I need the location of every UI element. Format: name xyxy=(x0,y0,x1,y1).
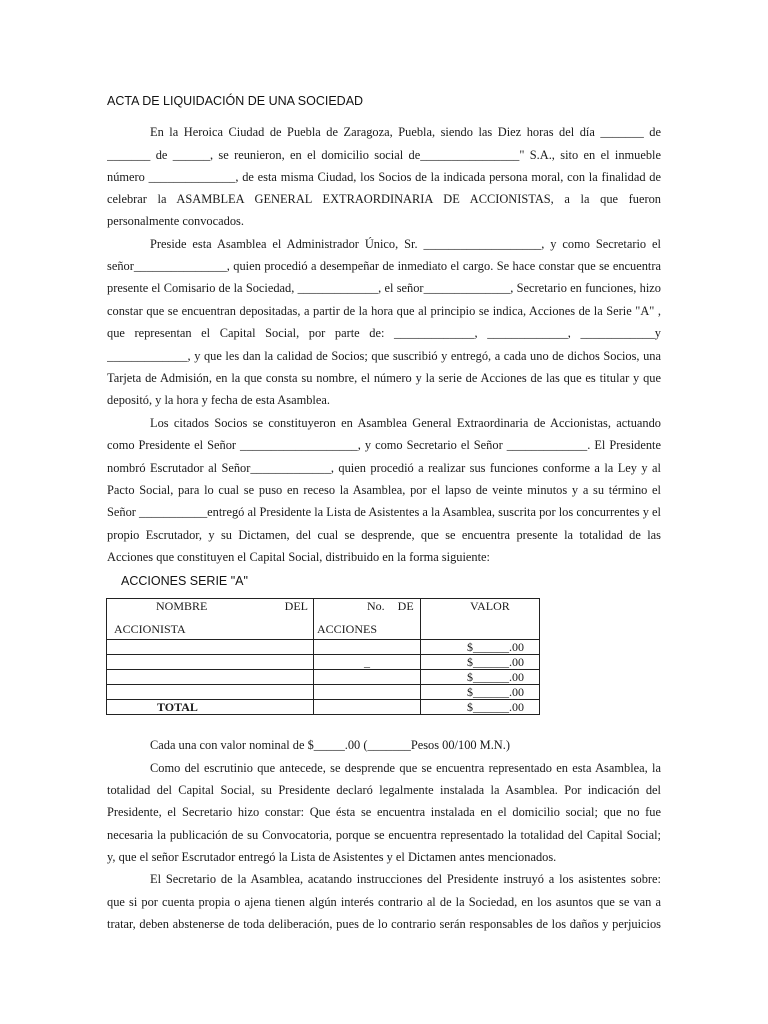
shares-table xyxy=(106,598,540,715)
paragraph-line: personalmente convocados. xyxy=(107,214,244,228)
table-total-row xyxy=(107,700,540,715)
header-text: DE xyxy=(397,599,414,613)
table-row xyxy=(107,640,540,655)
header-text: No. xyxy=(367,599,385,613)
paragraph-line: _____________, y que les dan la calidad de Socios; que suscribió y entregó, a cada uno de dichos Socios, una xyxy=(107,349,661,363)
header-text: DEL xyxy=(284,599,308,613)
paragraph-line: señor_______________, quien procedió a desempeñar de inmediato el cargo. Se hace constar que se encuentra xyxy=(107,259,661,273)
paragraph-line: depositó, y la hora y fecha de esta Asamblea. xyxy=(107,393,330,407)
header-text: NOMBRE xyxy=(156,599,208,613)
paragraph-line: y, que el señor Escrutador entregó la Lista de Asistentes y el Dictamen antes mencionados. xyxy=(107,850,557,864)
paragraph-line: nombró Escrutador al Señor_____________, quien procedió a realizar sus funciones conforme a la Ley y al xyxy=(107,461,661,475)
paragraph-line: tratar, deben abstenerse de toda deliberación, pues de lo contrario serán responsables de los daños y perjuicios xyxy=(107,917,661,931)
total-amount-cell: $______.00 xyxy=(421,700,540,715)
paragraph-line: Acciones que constituyen el Capital Social, distribuido en la forma siguiente: xyxy=(107,550,490,564)
paragraph-line: número ______________, de esta misma Ciudad, los Socios de la indicada persona moral, con la finalidad de xyxy=(107,170,661,184)
table-header-row xyxy=(107,599,540,640)
paragraph-line: que si por cuenta propia o ajena tienen algún interés contrario al de la Sociedad, en los asuntos que se van a xyxy=(107,895,661,909)
paragraph-line: Presidente, el Secretario hizo constar: Que ésta se encuentra instalada en el domicilio social; que no fue xyxy=(107,805,661,819)
header-text: VALOR xyxy=(470,599,510,613)
table-row xyxy=(107,670,540,685)
paragraph-line: Tarjeta de Admisión, en la que consta su nombre, el número y la serie de Acciones de las que es titular y que xyxy=(107,371,661,385)
amount-cell: $______.00 xyxy=(421,670,540,685)
paragraph-line: Como del escrutinio que antecede, se desprende que se encuentra representado en esta Asamblea, la xyxy=(150,761,661,775)
paragraph-line: Pacto Social, para lo cual se puso en receso la Asamblea, por el lapso de veinte minutos y a su término el xyxy=(107,483,661,497)
paragraph-line: constar que se encuentran depositadas, a partir de la hora que al principio se indica, Acciones de la Serie "A" , xyxy=(107,304,661,318)
total-label: TOTAL xyxy=(107,700,314,715)
paragraph-line: Cada una con valor nominal de $_____.00 (_______Pesos 00/100 M.N.) xyxy=(150,738,510,752)
paragraph-line: En la Heroica Ciudad de Puebla de Zaragoza, Puebla, siendo las Diez horas del día _______ de xyxy=(150,125,661,139)
series-heading: ACCIONES SERIE "A" xyxy=(121,574,248,588)
paragraph-line: _______ de ______, se reunieron, en el domicilio social de________________" S.A., sito en el inmueble xyxy=(107,148,661,162)
document-title: ACTA DE LIQUIDACIÓN DE UNA SOCIEDAD xyxy=(107,94,364,108)
paragraph-line: presente el Comisario de la Sociedad, _____________, el señor______________, Secretario en funciones, hizo xyxy=(107,281,661,295)
header-text: ACCIONES xyxy=(317,622,378,636)
amount-cell: $______.00 xyxy=(421,640,540,655)
table-cell xyxy=(314,670,421,685)
paragraph-line: totalidad del Capital Social, su Presidente declaró legalmente instalada la Asamblea. Por indicación del xyxy=(107,783,661,797)
table-cell xyxy=(107,655,314,670)
header-shareholder-name xyxy=(107,599,314,640)
table-row xyxy=(107,685,540,700)
paragraph-line: El Secretario de la Asamblea, acatando instrucciones del Presidente instruyó a los asistentes sobre: xyxy=(150,872,661,886)
table-cell xyxy=(107,685,314,700)
header-text: ACCIONISTA xyxy=(114,622,186,636)
header-value xyxy=(421,599,540,640)
table-cell xyxy=(107,640,314,655)
table-cell xyxy=(314,640,421,655)
table-cell: _ xyxy=(314,655,421,670)
amount-cell: $______.00 xyxy=(421,685,540,700)
paragraph-line: que representan el Capital Social, por parte de: _____________, _____________, ____________y xyxy=(107,326,661,340)
paragraph-line: necesaria la publicación de su Convocatoria, porque se encuentra representado la totalidad del Capital Social; xyxy=(107,828,661,842)
paragraph-line: como Presidente el Señor ___________________, y como Secretario el Señor _____________. El Presidente xyxy=(107,438,661,452)
table-row xyxy=(107,655,540,670)
amount-cell: $______.00 xyxy=(421,655,540,670)
paragraph-line: Preside esta Asamblea el Administrador Único, Sr. ___________________, y como Secretario el xyxy=(150,237,661,251)
header-shares-number xyxy=(314,599,421,640)
table-cell xyxy=(314,685,421,700)
paragraph-line: propio Escrutador, y su Dictamen, del cual se desprende, que se encuentra presente la totalidad de las xyxy=(107,528,661,542)
paragraph-line: celebrar la ASAMBLEA GENERAL EXTRAORDINARIA DE ACCIONISTAS, a la que fueron xyxy=(107,192,661,206)
table-cell xyxy=(314,700,421,715)
paragraph-line: Señor ___________entregó al Presidente la Lista de Asistentes a la Asamblea, suscrita por los concurrentes y el xyxy=(107,505,661,519)
paragraph-line: Los citados Socios se constituyeron en Asamblea General Extraordinaria de Accionistas, actuando xyxy=(150,416,661,430)
table-cell xyxy=(107,670,314,685)
